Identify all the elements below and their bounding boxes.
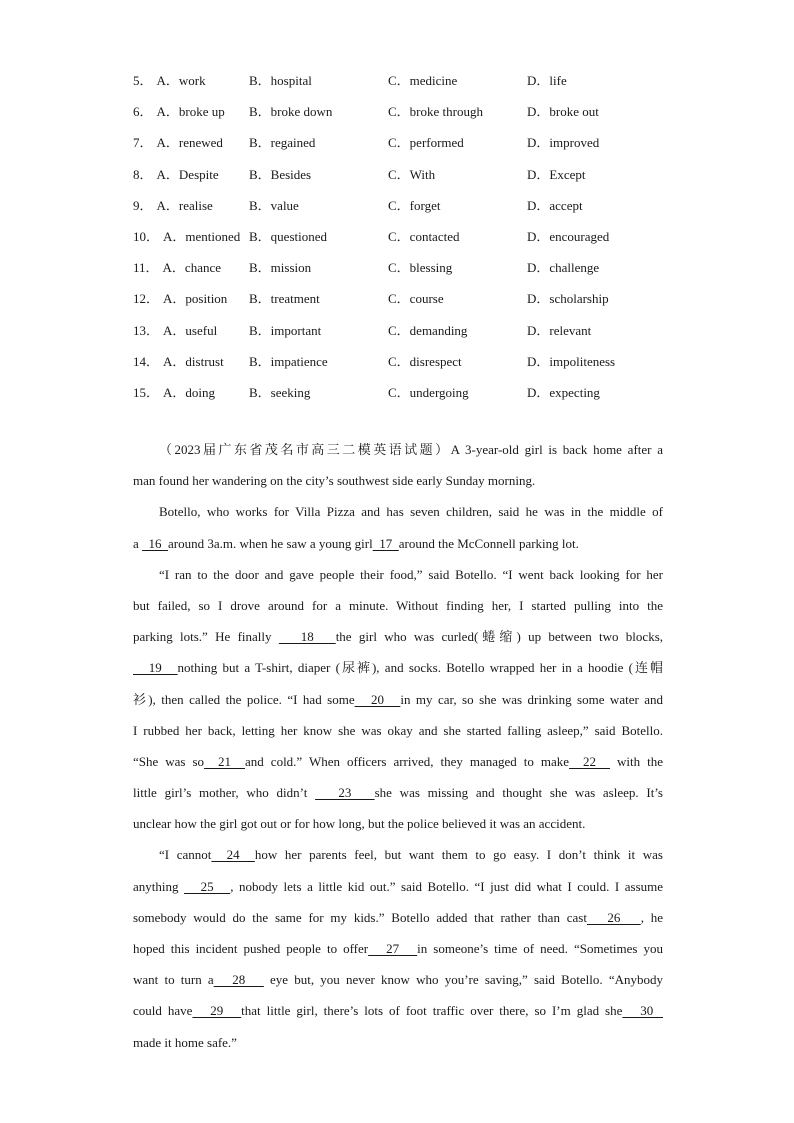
option-a (133, 257, 249, 276)
option-text: scholarship (549, 291, 609, 307)
option-c (388, 226, 527, 245)
option-row (133, 376, 693, 407)
option-text: mentioned (185, 229, 241, 245)
option-label: C． (388, 384, 410, 400)
option-b (249, 70, 388, 89)
blank: 30 (622, 1003, 664, 1019)
passage-text: somebody would do the same for my kids.” Botello added that rather than cast (133, 909, 587, 925)
question-number: 13． (133, 322, 160, 338)
passage-text: “I cannot (159, 847, 212, 863)
passage-line (133, 499, 663, 530)
option-label: C． (388, 260, 410, 276)
passage-line (133, 687, 663, 718)
option-c (388, 101, 527, 120)
passage-line (133, 811, 663, 842)
option-text: useful (185, 322, 218, 338)
question-number: 15． (133, 384, 160, 400)
option-text: broke up (178, 104, 225, 120)
option-label: B． (249, 322, 271, 338)
option-row (133, 314, 693, 345)
passage-line (133, 1030, 663, 1061)
blank: 20 (354, 691, 401, 707)
option-c (388, 257, 527, 276)
option-label: B． (249, 229, 271, 245)
option-text: mission (270, 260, 312, 276)
option-text: doing (185, 384, 216, 400)
option-label: D． (527, 353, 550, 369)
option-label: A． (163, 322, 186, 338)
option-label: C． (388, 135, 410, 151)
option-text: challenge (549, 260, 600, 276)
passage-text: could have (133, 1003, 193, 1019)
question-number: 10． (133, 229, 160, 245)
option-label: D． (527, 135, 550, 151)
option-c (388, 164, 527, 183)
option-c (388, 351, 527, 370)
option-text: life (549, 73, 567, 89)
passage-text: around the McConnell parking lot. (398, 535, 579, 551)
option-label: B． (249, 73, 271, 89)
option-a (133, 132, 249, 151)
option-row (133, 126, 693, 157)
passage-line (133, 531, 663, 562)
option-label: D． (527, 104, 550, 120)
passage-text: unclear how the girl got out or for how long, but the police believed it was an accident. (133, 816, 586, 832)
option-label: C． (388, 353, 410, 369)
option-a (133, 164, 249, 183)
passage-line (133, 905, 663, 936)
option-b (249, 382, 388, 401)
passage-line (133, 998, 663, 1029)
option-d (527, 195, 647, 214)
passage-text: a (133, 535, 143, 551)
option-label: A． (156, 166, 179, 182)
option-text: impatience (270, 353, 328, 369)
option-label: A． (156, 104, 179, 120)
option-b (249, 351, 388, 370)
blank: 24 (211, 847, 255, 863)
passage-line (133, 655, 663, 686)
passage-text: anything (133, 878, 185, 894)
passage-text: and cold.” When officers arrived, they managed to make (245, 753, 570, 769)
passage-line (133, 842, 663, 873)
option-text: Despite (178, 166, 219, 182)
blank: 27 (368, 941, 418, 956)
question-number: 7． (133, 135, 153, 151)
options-list (133, 64, 693, 407)
option-a (133, 70, 249, 89)
cloze-passage (133, 437, 663, 1061)
option-text: Except (549, 166, 586, 182)
option-a (133, 101, 249, 120)
passage-line (133, 593, 663, 624)
option-label: D． (527, 166, 550, 182)
passage-text: Botello, who works for Villa Pizza and has seven children, said he was in the middle of (159, 504, 663, 520)
option-text: work (178, 73, 206, 89)
blank: 28 (213, 972, 264, 988)
option-a (133, 226, 249, 245)
option-row (133, 251, 693, 282)
blank: 19 (133, 660, 178, 676)
option-text: realise (178, 197, 213, 213)
option-b (249, 288, 388, 307)
passage-text: “She was so (133, 753, 205, 769)
option-c (388, 382, 527, 401)
option-label: A． (163, 229, 186, 245)
passage-text: nothing but a T-shirt, diaper (尿裤), and socks. Botello wrapped her in a hoodie (连帽 (177, 660, 663, 676)
passage-text: 衫), then called the police. “I had some (133, 691, 355, 707)
option-text: disrespect (409, 353, 462, 369)
option-label: A． (163, 384, 186, 400)
option-label: D． (527, 322, 550, 338)
option-label: A． (156, 73, 179, 89)
option-row (133, 158, 693, 189)
option-text: expecting (549, 384, 600, 400)
option-row (133, 64, 693, 95)
passage-text: around 3a.m. when he saw a young girl (168, 535, 373, 551)
option-label: C． (388, 104, 410, 120)
option-text: position (185, 291, 228, 307)
option-d (527, 101, 647, 120)
passage-text: little girl’s mother, who didn’t (133, 785, 316, 801)
option-label: B． (249, 291, 271, 307)
option-c (388, 132, 527, 151)
passage-text: “I ran to the door and gave people their food,” said Botello. “I went back looking for her (159, 566, 663, 582)
passage-text: want to turn a (133, 972, 214, 988)
option-text: important (270, 322, 322, 338)
blank: 21 (204, 753, 246, 769)
option-label: D． (527, 291, 550, 307)
blank: 22 (569, 753, 611, 769)
option-d (527, 320, 647, 339)
passage-text: （2023届广东省茂名市高三二模英语试题）A 3-year-old girl is back home after a (159, 442, 663, 457)
option-label: C． (388, 166, 410, 182)
option-text: contacted (409, 229, 460, 245)
option-b (249, 101, 388, 120)
option-c (388, 70, 527, 89)
passage-text: eye but, you never know who you’re saving,” said Botello. “Anybody (263, 972, 664, 988)
question-number: 6． (133, 104, 153, 120)
question-number: 9． (133, 197, 153, 213)
option-d (527, 132, 647, 151)
blank: 16 (142, 535, 169, 551)
passage-line (133, 967, 663, 998)
option-row (133, 220, 693, 251)
question-number: 8． (133, 166, 153, 182)
option-label: B． (249, 135, 271, 151)
option-d (527, 351, 647, 370)
option-b (249, 132, 388, 151)
option-label: D． (527, 197, 550, 213)
option-row (133, 282, 693, 313)
option-label: A． (163, 291, 186, 307)
option-label: A． (163, 353, 186, 369)
option-d (527, 70, 647, 89)
passage-line (133, 562, 663, 593)
passage-text: but failed, so I drove around for a minute. Without finding her, I started pulling into the (133, 597, 663, 613)
option-d (527, 257, 647, 276)
option-row (133, 345, 693, 376)
blank: 25 (184, 878, 231, 894)
passage-line (133, 749, 663, 780)
option-a (133, 320, 249, 339)
option-label: C． (388, 73, 410, 89)
option-c (388, 288, 527, 307)
option-text: hospital (270, 73, 312, 89)
option-label: C． (388, 197, 410, 213)
option-label: B． (249, 197, 271, 213)
passage-line (133, 468, 663, 499)
option-text: chance (184, 260, 222, 276)
option-b (249, 195, 388, 214)
option-label: A． (156, 135, 179, 151)
passage-text: I rubbed her back, letting her know she was okay and she started falling asleep,” said Botello. (133, 722, 663, 738)
passage-text: , he (640, 909, 663, 925)
option-text: broke out (549, 104, 599, 120)
option-text: improved (549, 135, 600, 151)
option-text: performed (409, 135, 464, 151)
passage-text: hoped this incident pushed people to offer (133, 941, 369, 956)
option-text: Besides (270, 166, 312, 182)
passage-line (133, 936, 663, 967)
option-text: undergoing (409, 384, 469, 400)
option-label: D． (527, 260, 550, 276)
option-a (133, 382, 249, 401)
option-label: B． (249, 166, 271, 182)
passage-text: how her parents feel, but want them to go easy. I don’t think it was (254, 847, 663, 863)
option-text: course (409, 291, 444, 307)
option-d (527, 164, 647, 183)
option-a (133, 195, 249, 214)
option-text: demanding (409, 322, 468, 338)
passage-text: in someone’s time of need. “Sometimes you (417, 941, 663, 956)
passage-line (133, 437, 663, 468)
blank: 23 (315, 785, 375, 801)
option-label: C． (388, 291, 410, 307)
question-number: 12． (133, 291, 160, 307)
passage-text: she was missing and thought she was asleep. It’s (374, 785, 663, 801)
option-row (133, 95, 693, 126)
option-a (133, 288, 249, 307)
passage-text: , nobody lets a little kid out.” said Botello. “I just did what I could. I assume (230, 878, 664, 894)
passage-text: the girl who was curled(蜷缩) up between two blocks, (335, 629, 663, 645)
passage-line (133, 624, 663, 655)
passage-line (133, 874, 663, 905)
option-b (249, 164, 388, 183)
option-d (527, 288, 647, 307)
option-b (249, 320, 388, 339)
option-label: D． (527, 73, 550, 89)
option-b (249, 226, 388, 245)
passage-line (133, 780, 663, 811)
question-number: 5． (133, 73, 153, 89)
option-c (388, 195, 527, 214)
option-row (133, 189, 693, 220)
option-c (388, 320, 527, 339)
option-label: B． (249, 260, 271, 276)
question-number: 14． (133, 353, 160, 369)
passage-text: in my car, so she was drinking some water and (400, 691, 664, 707)
passage-text: made it home safe.” (133, 1034, 237, 1050)
option-label: A． (162, 260, 185, 276)
option-text: treatment (270, 291, 320, 307)
option-text: broke down (270, 104, 333, 120)
option-d (527, 226, 647, 245)
blank: 26 (586, 909, 641, 925)
option-text: renewed (178, 135, 223, 151)
option-text: With (409, 166, 436, 182)
option-text: relevant (549, 322, 592, 338)
option-label: A． (156, 197, 179, 213)
option-text: seeking (270, 384, 311, 400)
option-label: D． (527, 384, 550, 400)
option-text: broke through (409, 104, 483, 120)
blank: 29 (192, 1003, 242, 1019)
passage-text: man found her wandering on the city’s southwest side early Sunday morning. (133, 473, 536, 489)
option-text: forget (409, 197, 441, 213)
option-text: questioned (270, 229, 327, 245)
option-label: B． (249, 384, 271, 400)
option-label: B． (249, 104, 271, 120)
option-b (249, 257, 388, 276)
passage-line (133, 718, 663, 749)
question-number: 11． (133, 260, 159, 276)
option-d (527, 382, 647, 401)
option-a (133, 351, 249, 370)
option-text: encouraged (549, 229, 610, 245)
option-text: regained (270, 135, 316, 151)
option-text: medicine (409, 73, 458, 89)
option-label: B． (249, 353, 271, 369)
passage-text: that little girl, there’s lots of foot traffic over there, so I’m glad she (241, 1003, 623, 1019)
option-label: C． (388, 229, 410, 245)
blank: 18 (278, 629, 336, 645)
blank: 17 (372, 535, 399, 551)
option-text: impoliteness (549, 353, 616, 369)
option-label: D． (527, 229, 550, 245)
option-text: distrust (185, 353, 224, 369)
option-text: value (270, 197, 299, 213)
option-text: blessing (409, 260, 453, 276)
option-text: accept (549, 197, 583, 213)
passage-text: parking lots.” He finally (133, 629, 279, 645)
passage-text: with the (610, 753, 664, 769)
option-label: C． (388, 322, 410, 338)
